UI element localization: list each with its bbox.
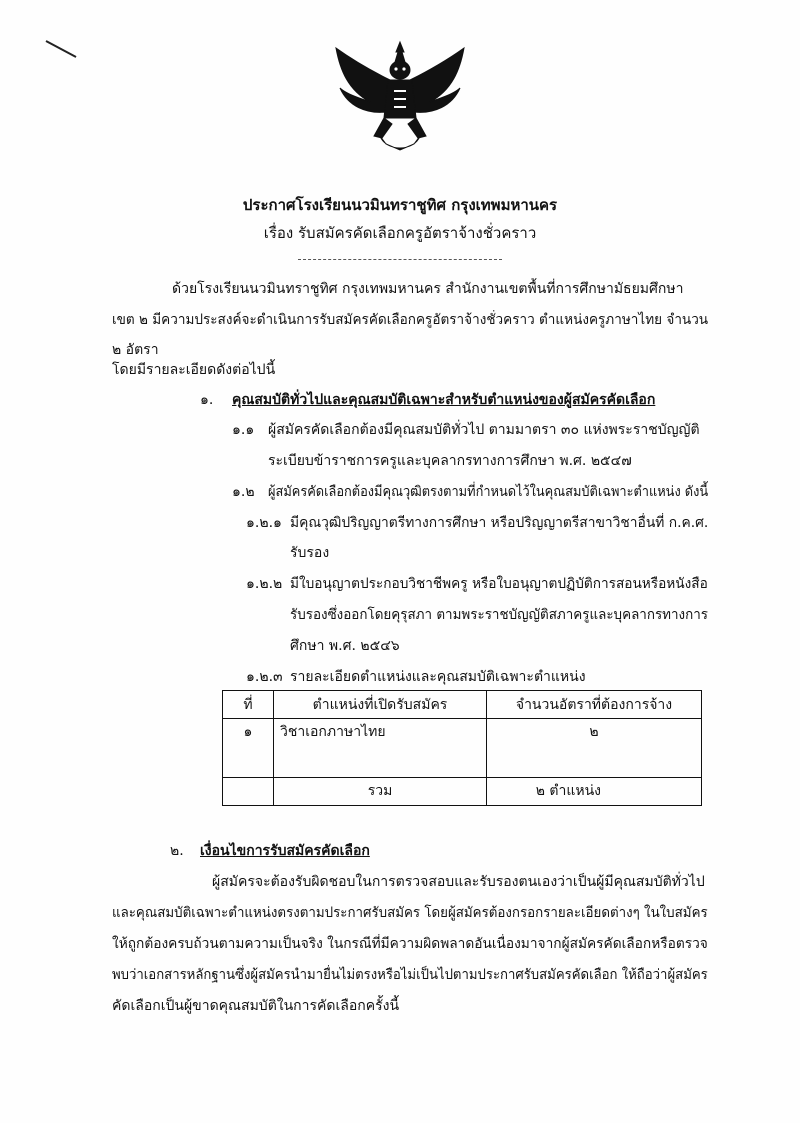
item-1-2-2-number: ๑.๒.๒ xyxy=(246,576,283,592)
table-header-position: ตำแหน่งที่เปิดรับสมัคร xyxy=(274,691,487,719)
item-1-2-3-line-1: รายละเอียดตำแหน่งและคุณสมบัติเฉพาะตำแหน่ง xyxy=(290,669,586,685)
section-2-line-4: พบว่าเอกสารหลักฐานซึ่งผู้สมัครนำมายื่นไม่ตรงหรือไม่เป็นไปตามประกาศรับสมัครคัดเลือก ให้ถือว่าผู้สมัคร xyxy=(112,967,708,983)
item-1-1-number: ๑.๑ xyxy=(232,422,255,438)
table-total-label: รวม xyxy=(274,777,487,805)
item-1-2-1-line-1: มีคุณวุฒิปริญญาตรีทางการศึกษา หรือปริญญาตรีสาขาวิชาอื่นที่ ก.ค.ศ. xyxy=(290,515,709,531)
announcement-title: ประกาศโรงเรียนนวมินทราชูทิศ กรุงเทพมหานคร xyxy=(242,196,558,214)
section-1-number: ๑. xyxy=(200,392,214,408)
item-1-2-1-line-2: รับรอง xyxy=(290,545,330,561)
item-1-2-number: ๑.๒ xyxy=(232,484,255,500)
item-1-2-line-1: ผู้สมัครคัดเลือกต้องมีคุณวุฒิตรงตามที่กำหนดไว้ในคุณสมบัติเฉพาะตำแหน่ง ดังนี้ xyxy=(268,484,709,500)
section-1-heading: คุณสมบัติทั่วไปและคุณสมบัติเฉพาะสำหรับตำแหน่งของผู้สมัครคัดเลือก xyxy=(232,392,656,408)
item-1-1-line-2: ระเบียบข้าราชการครูและบุคลากรทางการศึกษา พ.ศ. ๒๕๔๗ xyxy=(268,453,632,469)
intro-line-1: ด้วยโรงเรียนนวมินทราชูทิศ กรุงเทพมหานคร สำนักงานเขตพื้นที่การศึกษามัธยมศึกษา xyxy=(172,281,684,297)
item-1-2-3-number: ๑.๒.๓ xyxy=(246,669,283,685)
section-2-line-1: ผู้สมัครจะต้องรับผิดชอบในการตรวจสอบและรับรองตนเองว่าเป็นผู้มีคุณสมบัติทั่วไป xyxy=(212,874,705,890)
item-1-2-2-line-2: รับรองซึ่งออกโดยคุรุสภา ตามพระราชบัญญัติสภาครูและบุคลากรทางการ xyxy=(290,607,709,623)
divider-line xyxy=(298,259,502,260)
intro-line-2: เขต ๒ มีความประสงค์จะดำเนินการรับสมัครคัดเลือกครูอัตราจ้างชั่วคราว ตำแหน่งครูภาษาไทย จำนวน xyxy=(112,312,709,328)
pen-mark xyxy=(46,40,77,58)
item-1-1-line-1: ผู้สมัครคัดเลือกต้องมีคุณสมบัติทั่วไป ตามมาตรา ๓๐ แห่งพระราชบัญญัติ xyxy=(268,422,700,438)
table-total-value: ๒ ตำแหน่ง xyxy=(487,777,702,805)
section-2-heading: เงื่อนไขการรับสมัครคัดเลือก xyxy=(200,843,370,859)
intro-line-3: ๒ อัตรา xyxy=(112,342,159,358)
positions-table xyxy=(222,690,702,806)
section-2-line-3: ให้ถูกต้องครบถ้วนตามความเป็นจริง ในกรณีที่มีความผิดพลาดอันเนื่องมาจากผู้สมัครคัดเลือกหรือตรวจ xyxy=(112,936,708,952)
table-header-row xyxy=(223,691,702,719)
table-header-no: ที่ xyxy=(223,691,274,719)
table-total-empty xyxy=(223,777,274,805)
table-header-count: จำนวนอัตราที่ต้องการจ้าง xyxy=(487,691,702,719)
table-cell-count: ๒ xyxy=(487,719,702,778)
item-1-2-2-line-3: ศึกษา พ.ศ. ๒๕๔๖ xyxy=(290,638,400,654)
intro-line-4: โดยมีรายละเอียดดังต่อไปนี้ xyxy=(112,362,276,378)
section-2-line-5: คัดเลือกเป็นผู้ขาดคุณสมบัติในการคัดเลือกครั้งนี้ xyxy=(112,998,400,1014)
announcement-subject: เรื่อง รับสมัครคัดเลือกครูอัตราจ้างชั่วคราว xyxy=(263,224,537,242)
table-total-row xyxy=(223,777,702,805)
section-2-number: ๒. xyxy=(170,843,184,859)
table-cell-no: ๑ xyxy=(223,719,274,778)
item-1-2-2-line-1: มีใบอนุญาตประกอบวิชาชีพครู หรือใบอนุญาตปฏิบัติการสอนหรือหนังสือ xyxy=(290,576,708,592)
section-2-line-2: และคุณสมบัติเฉพาะตำแหน่งตรงตามประกาศรับสมัคร โดยผู้สมัครต้องกรอกรายละเอียดต่างๆ ในใบสมัคร xyxy=(112,905,708,921)
table-cell-position: วิชาเอกภาษาไทย xyxy=(274,719,487,778)
item-1-2-1-number: ๑.๒.๑ xyxy=(246,515,282,531)
garuda-emblem-icon xyxy=(330,40,470,158)
table-row xyxy=(223,719,702,778)
